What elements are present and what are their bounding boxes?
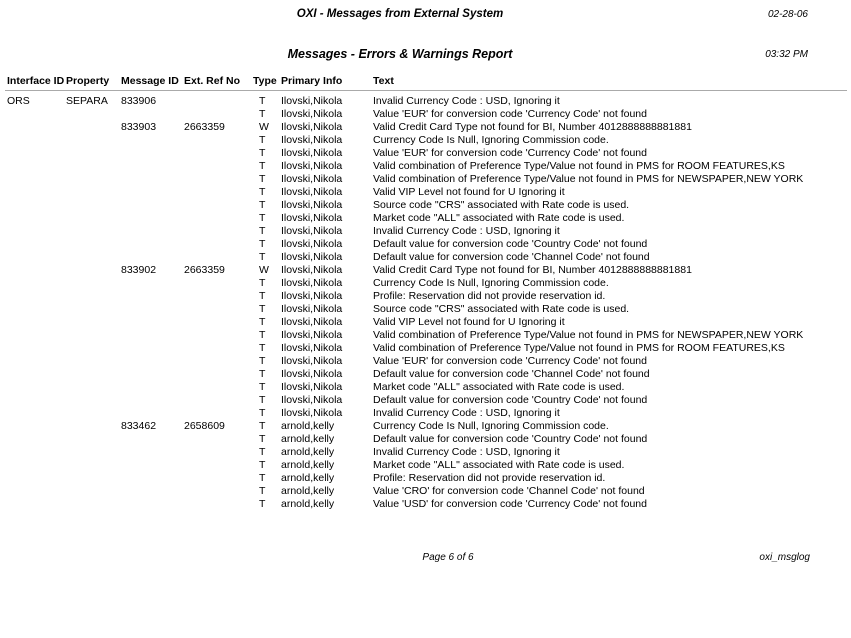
- cell-text: Value 'EUR' for conversion code 'Currency Code' not found: [373, 147, 647, 159]
- cell-text: Default value for conversion code 'Country Code' not found: [373, 433, 648, 445]
- table-row: [0, 459, 851, 472]
- cell-message-id: [121, 290, 184, 303]
- cell-message-id: [121, 277, 184, 290]
- cell-text: Valid combination of Preference Type/Value not found in PMS for NEWSPAPER,NEW YORK: [373, 329, 804, 341]
- table-row: [0, 121, 851, 134]
- cell-property: [66, 121, 121, 134]
- cell-primary-info: arnold,kelly: [281, 472, 335, 484]
- cell-type: T: [259, 355, 266, 367]
- cell-property: [66, 381, 121, 394]
- cell-property: [66, 108, 121, 121]
- table-row: [0, 186, 851, 199]
- cell-property: SEPARA: [66, 95, 108, 107]
- cell-interface-id: [7, 420, 66, 433]
- cell-property: [66, 264, 121, 277]
- cell-ext-ref-no: [184, 290, 253, 303]
- cell-type: T: [259, 316, 266, 328]
- cell-property: [66, 407, 121, 420]
- cell-ext-ref-no: [184, 238, 253, 251]
- cell-primary-info: arnold,kelly: [281, 459, 335, 471]
- cell-primary-info: Ilovski,Nikola: [281, 212, 343, 224]
- cell-interface-id: [7, 199, 66, 212]
- cell-ext-ref-no: [184, 225, 253, 238]
- cell-type: T: [259, 446, 266, 458]
- cell-property: [66, 433, 121, 446]
- cell-interface-id: [7, 160, 66, 173]
- cell-property: [66, 472, 121, 485]
- cell-interface-id: [7, 485, 66, 498]
- cell-interface-id: [7, 108, 66, 121]
- table-row: [0, 303, 851, 316]
- cell-text: Valid combination of Preference Type/Value not found in PMS for ROOM FEATURES,KS: [373, 342, 785, 354]
- cell-type: T: [259, 160, 266, 172]
- cell-property: [66, 316, 121, 329]
- table-row: [0, 420, 851, 433]
- header-divider: [5, 90, 847, 91]
- cell-property: [66, 160, 121, 173]
- cell-type: T: [259, 407, 266, 419]
- cell-type: T: [259, 394, 266, 406]
- table-row: [0, 225, 851, 238]
- table-row: [0, 173, 851, 186]
- cell-message-id: 833902: [121, 264, 157, 276]
- cell-type: T: [259, 95, 266, 107]
- cell-text: Value 'CRO' for conversion code 'Channel Code' not found: [373, 485, 645, 497]
- system-title: OXI - Messages from External System: [296, 8, 504, 20]
- col-header-text: Text: [373, 75, 394, 87]
- cell-ext-ref-no: [184, 459, 253, 472]
- report-title: Messages - Errors & Warnings Report: [287, 47, 513, 61]
- cell-type: T: [259, 277, 266, 289]
- table-row: [0, 394, 851, 407]
- cell-text: Valid Credit Card Type not found for BI, Number 4012888888881881: [373, 121, 692, 133]
- table-row: [0, 316, 851, 329]
- cell-text: Market code "ALL" associated with Rate code is used.: [373, 459, 625, 471]
- cell-ext-ref-no: [184, 160, 253, 173]
- cell-property: [66, 303, 121, 316]
- cell-ext-ref-no: [184, 485, 253, 498]
- cell-property: [66, 290, 121, 303]
- cell-message-id: [121, 160, 184, 173]
- cell-property: [66, 342, 121, 355]
- cell-text: Currency Code Is Null, Ignoring Commission code.: [373, 134, 609, 146]
- table-header-row: [0, 75, 851, 87]
- cell-type: T: [259, 498, 266, 510]
- cell-interface-id: [7, 329, 66, 342]
- table-row: [0, 498, 851, 511]
- cell-type: T: [259, 225, 266, 237]
- cell-primary-info: Ilovski,Nikola: [281, 290, 343, 302]
- cell-primary-info: Ilovski,Nikola: [281, 407, 343, 419]
- cell-primary-info: arnold,kelly: [281, 498, 335, 510]
- cell-primary-info: Ilovski,Nikola: [281, 186, 343, 198]
- cell-ext-ref-no: [184, 394, 253, 407]
- cell-property: [66, 173, 121, 186]
- table-row: [0, 160, 851, 173]
- table-row: [0, 290, 851, 303]
- cell-ext-ref-no: [184, 277, 253, 290]
- cell-interface-id: [7, 316, 66, 329]
- cell-primary-info: Ilovski,Nikola: [281, 303, 343, 315]
- cell-ext-ref-no: [184, 498, 253, 511]
- cell-interface-id: [7, 264, 66, 277]
- cell-interface-id: [7, 173, 66, 186]
- cell-ext-ref-no: [184, 199, 253, 212]
- cell-interface-id: [7, 212, 66, 225]
- cell-message-id: [121, 368, 184, 381]
- cell-type: T: [259, 433, 266, 445]
- cell-primary-info: Ilovski,Nikola: [281, 368, 343, 380]
- cell-text: Valid VIP Level not found for U Ignoring it: [373, 186, 565, 198]
- cell-property: [66, 355, 121, 368]
- cell-property: [66, 277, 121, 290]
- col-header-primary-info: Primary Info: [281, 75, 343, 87]
- cell-type: T: [259, 368, 266, 380]
- cell-ext-ref-no: [184, 251, 253, 264]
- cell-message-id: [121, 498, 184, 511]
- cell-type: T: [259, 303, 266, 315]
- table-row: [0, 407, 851, 420]
- cell-primary-info: Ilovski,Nikola: [281, 160, 343, 172]
- cell-text: Profile: Reservation did not provide reservation id.: [373, 290, 606, 302]
- cell-interface-id: [7, 433, 66, 446]
- cell-message-id: [121, 199, 184, 212]
- cell-primary-info: arnold,kelly: [281, 433, 335, 445]
- cell-ext-ref-no: 2663359: [184, 121, 225, 133]
- col-header-ext-ref-no: Ext. Ref No: [184, 75, 241, 87]
- cell-message-id: [121, 446, 184, 459]
- cell-interface-id: [7, 134, 66, 147]
- cell-message-id: [121, 485, 184, 498]
- cell-primary-info: arnold,kelly: [281, 446, 335, 458]
- cell-type: T: [259, 212, 266, 224]
- cell-message-id: [121, 225, 184, 238]
- cell-interface-id: [7, 225, 66, 238]
- cell-message-id: [121, 251, 184, 264]
- page-number: Page 6 of 6: [422, 552, 474, 563]
- cell-text: Market code "ALL" associated with Rate code is used.: [373, 381, 625, 393]
- cell-message-id: [121, 147, 184, 160]
- cell-message-id: [121, 342, 184, 355]
- cell-ext-ref-no: [184, 303, 253, 316]
- table-row: [0, 485, 851, 498]
- table-row: [0, 433, 851, 446]
- cell-interface-id: [7, 407, 66, 420]
- cell-ext-ref-no: [184, 446, 253, 459]
- cell-ext-ref-no: 2663359: [184, 264, 225, 276]
- cell-property: [66, 238, 121, 251]
- table-row: [0, 108, 851, 121]
- cell-text: Invalid Currency Code : USD, Ignoring it: [373, 446, 560, 458]
- cell-primary-info: Ilovski,Nikola: [281, 381, 343, 393]
- cell-type: T: [259, 147, 266, 159]
- cell-primary-info: Ilovski,Nikola: [281, 121, 343, 133]
- report-time: 03:32 PM: [765, 49, 808, 60]
- cell-primary-info: Ilovski,Nikola: [281, 264, 343, 276]
- cell-interface-id: [7, 368, 66, 381]
- cell-property: [66, 394, 121, 407]
- cell-message-id: 833903: [121, 121, 157, 133]
- cell-message-id: [121, 186, 184, 199]
- table-row: [0, 355, 851, 368]
- cell-message-id: [121, 212, 184, 225]
- cell-message-id: [121, 316, 184, 329]
- cell-message-id: [121, 238, 184, 251]
- cell-primary-info: Ilovski,Nikola: [281, 394, 343, 406]
- cell-primary-info: Ilovski,Nikola: [281, 277, 343, 289]
- cell-interface-id: ORS: [7, 95, 30, 107]
- cell-text: Valid VIP Level not found for U Ignoring it: [373, 316, 565, 328]
- cell-interface-id: [7, 303, 66, 316]
- cell-ext-ref-no: [184, 316, 253, 329]
- cell-message-id: [121, 459, 184, 472]
- report-id: oxi_msglog: [759, 552, 810, 563]
- cell-type: T: [259, 199, 266, 211]
- cell-interface-id: [7, 277, 66, 290]
- cell-ext-ref-no: [184, 329, 253, 342]
- cell-primary-info: Ilovski,Nikola: [281, 225, 343, 237]
- col-header-type: Type: [253, 75, 277, 87]
- cell-message-id: [121, 472, 184, 485]
- cell-type: T: [259, 472, 266, 484]
- cell-interface-id: [7, 381, 66, 394]
- cell-interface-id: [7, 446, 66, 459]
- table-row: [0, 199, 851, 212]
- cell-primary-info: arnold,kelly: [281, 420, 335, 432]
- cell-text: Invalid Currency Code : USD, Ignoring it: [373, 407, 560, 419]
- table-row: [0, 212, 851, 225]
- cell-ext-ref-no: 2658609: [184, 420, 225, 432]
- cell-ext-ref-no: [184, 173, 253, 186]
- cell-primary-info: Ilovski,Nikola: [281, 329, 343, 341]
- cell-property: [66, 225, 121, 238]
- cell-primary-info: Ilovski,Nikola: [281, 108, 343, 120]
- cell-ext-ref-no: [184, 186, 253, 199]
- cell-type: T: [259, 342, 266, 354]
- cell-property: [66, 459, 121, 472]
- table-row: [0, 342, 851, 355]
- cell-type: T: [259, 329, 266, 341]
- cell-property: [66, 147, 121, 160]
- cell-type: T: [259, 173, 266, 185]
- cell-type: T: [259, 381, 266, 393]
- cell-type: W: [259, 264, 269, 276]
- cell-message-id: [121, 173, 184, 186]
- cell-interface-id: [7, 394, 66, 407]
- cell-type: T: [259, 186, 266, 198]
- cell-message-id: [121, 303, 184, 316]
- cell-interface-id: [7, 147, 66, 160]
- cell-interface-id: [7, 290, 66, 303]
- cell-message-id: [121, 355, 184, 368]
- cell-property: [66, 485, 121, 498]
- cell-primary-info: Ilovski,Nikola: [281, 134, 343, 146]
- cell-text: Currency Code Is Null, Ignoring Commission code.: [373, 277, 609, 289]
- cell-primary-info: Ilovski,Nikola: [281, 199, 343, 211]
- table-body: [0, 95, 851, 511]
- table-row: [0, 446, 851, 459]
- col-header-message-id: Message ID: [121, 75, 179, 87]
- cell-interface-id: [7, 121, 66, 134]
- cell-type: T: [259, 290, 266, 302]
- cell-text: Market code "ALL" associated with Rate code is used.: [373, 212, 625, 224]
- cell-text: Default value for conversion code 'Channel Code' not found: [373, 251, 650, 263]
- cell-type: T: [259, 238, 266, 250]
- cell-text: Valid Credit Card Type not found for BI, Number 4012888888881881: [373, 264, 692, 276]
- cell-ext-ref-no: [184, 212, 253, 225]
- cell-ext-ref-no: [184, 407, 253, 420]
- cell-primary-info: Ilovski,Nikola: [281, 251, 343, 263]
- cell-primary-info: arnold,kelly: [281, 485, 335, 497]
- cell-primary-info: Ilovski,Nikola: [281, 95, 343, 107]
- cell-message-id: [121, 433, 184, 446]
- cell-message-id: [121, 407, 184, 420]
- cell-interface-id: [7, 498, 66, 511]
- table-row: [0, 95, 851, 108]
- cell-type: T: [259, 485, 266, 497]
- cell-type: T: [259, 134, 266, 146]
- cell-message-id: [121, 394, 184, 407]
- cell-message-id: [121, 108, 184, 121]
- table-row: [0, 329, 851, 342]
- cell-text: Default value for conversion code 'Country Code' not found: [373, 238, 648, 250]
- cell-primary-info: Ilovski,Nikola: [281, 147, 343, 159]
- table-row: [0, 147, 851, 160]
- cell-interface-id: [7, 342, 66, 355]
- cell-property: [66, 186, 121, 199]
- cell-ext-ref-no: [184, 134, 253, 147]
- table-row: [0, 251, 851, 264]
- table-row: [0, 134, 851, 147]
- cell-ext-ref-no: [184, 108, 253, 121]
- cell-primary-info: Ilovski,Nikola: [281, 316, 343, 328]
- cell-property: [66, 199, 121, 212]
- cell-primary-info: Ilovski,Nikola: [281, 173, 343, 185]
- cell-property: [66, 446, 121, 459]
- cell-ext-ref-no: [184, 368, 253, 381]
- cell-property: [66, 329, 121, 342]
- cell-message-id: [121, 329, 184, 342]
- cell-interface-id: [7, 459, 66, 472]
- cell-ext-ref-no: [184, 381, 253, 394]
- report-date: 02-28-06: [767, 9, 808, 20]
- cell-type: T: [259, 459, 266, 471]
- cell-ext-ref-no: [184, 472, 253, 485]
- cell-text: Currency Code Is Null, Ignoring Commission code.: [373, 420, 609, 432]
- table-row: [0, 368, 851, 381]
- cell-text: Valid combination of Preference Type/Value not found in PMS for ROOM FEATURES,KS: [373, 160, 785, 172]
- cell-message-id: 833462: [121, 420, 157, 432]
- table-row: [0, 472, 851, 485]
- cell-property: [66, 212, 121, 225]
- cell-message-id: [121, 381, 184, 394]
- cell-text: Profile: Reservation did not provide reservation id.: [373, 472, 606, 484]
- cell-interface-id: [7, 472, 66, 485]
- cell-message-id: 833906: [121, 95, 157, 107]
- table-row: [0, 277, 851, 290]
- cell-type: T: [259, 420, 266, 432]
- table-row: [0, 264, 851, 277]
- cell-ext-ref-no: [184, 95, 253, 108]
- table-row: [0, 381, 851, 394]
- cell-type: T: [259, 251, 266, 263]
- cell-text: Default value for conversion code 'Channel Code' not found: [373, 368, 650, 380]
- cell-type: W: [259, 121, 269, 133]
- cell-text: Invalid Currency Code : USD, Ignoring it: [373, 225, 560, 237]
- cell-primary-info: Ilovski,Nikola: [281, 355, 343, 367]
- table-row: [0, 238, 851, 251]
- cell-message-id: [121, 134, 184, 147]
- cell-primary-info: Ilovski,Nikola: [281, 238, 343, 250]
- col-header-property: Property: [66, 75, 110, 87]
- cell-text: Source code "CRS" associated with Rate code is used.: [373, 199, 630, 211]
- cell-property: [66, 251, 121, 264]
- cell-text: Invalid Currency Code : USD, Ignoring it: [373, 95, 560, 107]
- cell-interface-id: [7, 186, 66, 199]
- cell-property: [66, 368, 121, 381]
- col-header-interface-id: Interface ID: [7, 75, 65, 87]
- cell-interface-id: [7, 355, 66, 368]
- cell-primary-info: Ilovski,Nikola: [281, 342, 343, 354]
- cell-ext-ref-no: [184, 433, 253, 446]
- cell-interface-id: [7, 238, 66, 251]
- cell-text: Value 'USD' for conversion code 'Currency Code' not found: [373, 498, 647, 510]
- cell-ext-ref-no: [184, 342, 253, 355]
- cell-interface-id: [7, 251, 66, 264]
- cell-text: Default value for conversion code 'Country Code' not found: [373, 394, 648, 406]
- cell-ext-ref-no: [184, 355, 253, 368]
- cell-property: [66, 134, 121, 147]
- cell-text: Source code "CRS" associated with Rate code is used.: [373, 303, 630, 315]
- cell-type: T: [259, 108, 266, 120]
- cell-text: Value 'EUR' for conversion code 'Currency Code' not found: [373, 108, 647, 120]
- cell-property: [66, 420, 121, 433]
- cell-text: Valid combination of Preference Type/Value not found in PMS for NEWSPAPER,NEW YORK: [373, 173, 804, 185]
- cell-property: [66, 498, 121, 511]
- cell-ext-ref-no: [184, 147, 253, 160]
- cell-text: Value 'EUR' for conversion code 'Currency Code' not found: [373, 355, 647, 367]
